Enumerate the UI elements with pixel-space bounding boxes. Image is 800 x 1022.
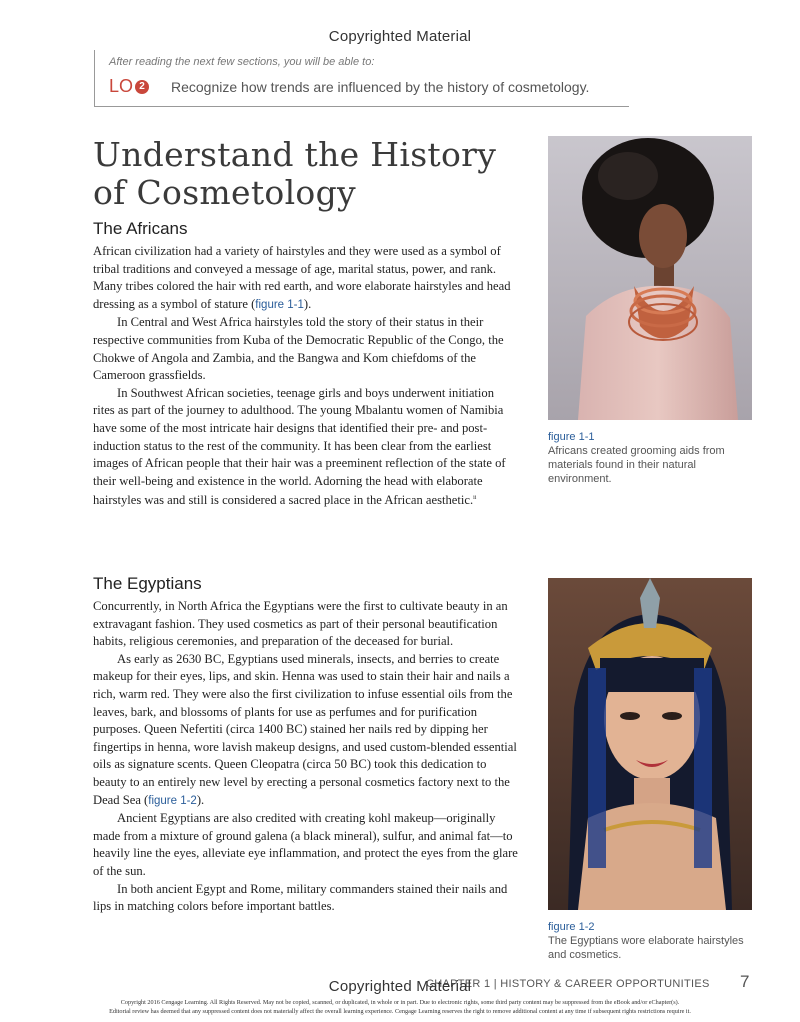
egyptians-p2-end: ). — [196, 792, 205, 807]
footnote-marker: ii — [473, 495, 477, 502]
section-title — [93, 136, 496, 212]
lo-intro: After reading the next few sections, you will be able to: — [109, 56, 375, 68]
section-title-line2: of Cosmetology — [93, 173, 356, 212]
africans-p3-text: In Southwest African societies, teenage girls and boys underwent initiation rites as part of the journey to adulthood. The young Mbalantu women of Namibia have some of the most intricate hair designs that identified their pre- and post-induction status to the rest of the community. It has been clear from the earliest images of African people that their hair was a preeminent reflection of the state of their well-being and existence in the world. Adorning the head with elaborate hairstyles was and still is considered a sacred place in the African aesthetic. — [93, 385, 506, 508]
chapter-footer: CHAPTER 1 | HISTORY & CAREER OPPORTUNITIES — [426, 978, 710, 990]
lo-tag — [109, 76, 149, 97]
watermark-bottom: Copyrighted Material — [328, 978, 472, 995]
section-title-line1: Understand the History — [93, 135, 497, 174]
legal-line-2: Editorial review has deemed that any suppressed content does not materially affect the overall learning experience. Cengage Learning reserves the right to remove additional content at any time if subsequent rights restrictions require it. — [109, 1008, 691, 1015]
figure-1-2-caption — [548, 920, 748, 962]
egyptians-paragraph-1: Concurrently, in North Africa the Egyptians were the first to cultivate beauty in an extravagant fashion. They used cosmetics as part of their personal beautification habits, religious ceremonies, and preparation of the deceased for burial. — [93, 599, 508, 649]
egyptians-paragraph-2 — [93, 651, 518, 810]
africans-paragraph-2: In Central and West Africa hairstyles told the story of their status in their respective communities from Kuba of the Democratic Republic of the Congo, the Chokwe of Angola and Zambia, and the Bangwa and Kom chiefdoms of the Cameroon grassfields. — [93, 315, 504, 383]
egyptians-heading: The Egyptians — [93, 574, 202, 593]
legal-line-1: Copyright 2016 Cengage Learning. All Rights Reserved. May not be copied, scanned, or duplicated, in whole or in part. Due to electronic rights, some third party content may be suppressed from the eBook and/or eChapter(s). — [120, 999, 680, 1006]
figure-1-1-label: figure 1-1 — [548, 431, 595, 443]
egyptians-paragraph-4: In both ancient Egypt and Rome, military commanders stained their nails and lips in matching colors before important battles. — [93, 881, 508, 914]
egyptians-body — [93, 598, 518, 916]
figure-1-2-text: The Egyptians wore elaborate hairstyles and cosmetics. — [548, 935, 744, 961]
africans-heading: The Africans — [93, 219, 188, 238]
egyptians-paragraph-3: Ancient Egyptians are also credited with creating kohl makeup—originally made from a mixture of ground galena (a black mineral), sulfur, and animal fat—to heavily line the eyes, alleviate eye inflammation, and protect the eyes from the glare of the sun. — [93, 811, 518, 878]
figure-1-1-text: Africans created grooming aids from materials found in their natural environment. — [548, 445, 725, 485]
figure-1-2-label: figure 1-2 — [548, 921, 595, 933]
figure-1-1-image — [548, 136, 752, 420]
legal-notice — [0, 998, 800, 1016]
watermark-top: Copyrighted Material — [328, 28, 472, 45]
learning-objective-box — [94, 50, 629, 107]
lo-objective-text: Recognize how trends are influenced by the history of cosmetology. — [171, 79, 590, 95]
figure-1-2-image — [548, 578, 752, 910]
lo-label: LO — [109, 76, 134, 96]
african-woman-portrait — [548, 136, 752, 420]
figure-1-1-caption — [548, 430, 748, 486]
page-number: 7 — [740, 972, 750, 991]
africans-paragraph-3 — [93, 385, 518, 510]
africans-p1-text: African civilization had a variety of hairstyles and they were used as a symbol of tribal traditions and conveyed a message of age, marital status, power, and rank. Many tribes colored the hair with red earth, and wore elaborate hairstyles and head dressing as a symbol of stature ( — [93, 244, 511, 311]
figure-1-2-link[interactable]: figure 1-2 — [148, 794, 197, 807]
figure-1-1-link[interactable]: figure 1-1 — [255, 298, 304, 311]
africans-body — [93, 243, 518, 510]
egyptians-p2-text: As early as 2630 BC, Egyptians used minerals, insects, and berries to create makeup for their eyes, lips, and skin. Henna was used to stain their hair and nails a rich, warm red. They were also the first civilization to infuse essential oils from the leaves, bark, and blossoms of plants for use as perfumes and for purification purposes. Queen Nefertiti (circa 1400 BC) stained her nails red by dipping her fingertips in henna, wore lavish makeup designs, and used custom-blended essential oils as signature scents. Queen Cleopatra (circa 50 BC) took this dedication to beauty to an entirely new level by erecting a personal cosmetics factory next to the Dead Sea ( — [93, 651, 517, 807]
lo-number-badge: 2 — [135, 80, 149, 94]
africans-p1-end: ). — [303, 296, 312, 311]
egyptian-queen-portrait — [548, 578, 752, 910]
africans-paragraph-1 — [93, 243, 518, 314]
